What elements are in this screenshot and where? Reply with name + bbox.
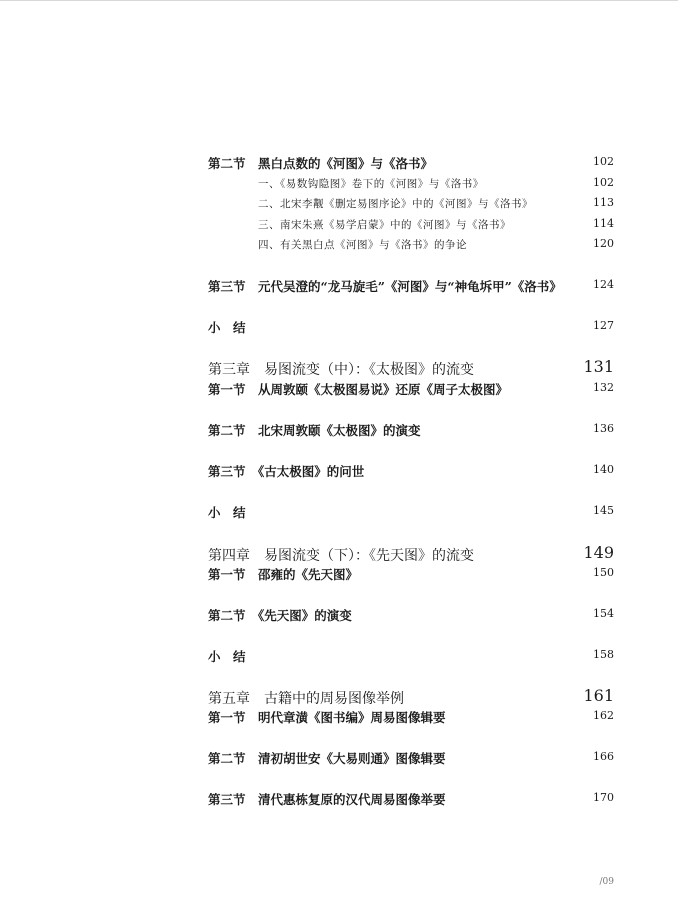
toc-entry-title: 第三节 《古太极图》的问世 [208, 464, 365, 479]
toc-entry-title: 第三节 元代吴澄的“龙马旋毛”《河图》与“神龟坼甲”《洛书》 [208, 279, 562, 294]
toc-entry-title: 三、南宋朱熹《易学启蒙》中的《河图》与《洛书》 [258, 219, 511, 231]
toc-chapter-title: 第三章 易图流变（中）：《太极图》的流变 [208, 362, 474, 378]
toc-chapter-title: 第五章 古籍中的周易图像举例 [208, 691, 404, 707]
toc-entry-page: 136 [593, 422, 614, 435]
toc-entry-page: 158 [593, 648, 614, 661]
toc-entry-title: 小 结 [208, 320, 246, 335]
toc-entry-title: 第二节 《先天图》的演变 [208, 608, 352, 623]
toc-entry-title: 第二节 清初胡世安《大易则通》图像辑要 [208, 751, 446, 766]
toc-entry-title: 第一节 邵雍的《先天图》 [208, 567, 359, 582]
toc-entry-title: 小 结 [208, 505, 246, 520]
toc-entry-page: 145 [593, 504, 614, 517]
toc-entry [208, 708, 614, 728]
toc-entry-title: 四、有关黑白点《河图》与《洛书》的争论 [258, 239, 467, 251]
toc-chapter-page: 161 [583, 686, 614, 705]
toc-entry-page: 150 [593, 566, 614, 579]
toc-entry [208, 277, 614, 297]
toc-entry [208, 318, 614, 338]
toc-entry [208, 565, 614, 585]
toc-chapter-page: 131 [583, 357, 614, 376]
toc-entry-title: 第三节 清代惠栋复原的汉代周易图像举要 [208, 792, 446, 807]
toc-entry-page: 154 [593, 607, 614, 620]
toc-entry [208, 647, 614, 667]
toc-entry-page: 132 [593, 381, 614, 394]
toc-entry [258, 176, 614, 196]
toc-entry-page: 124 [593, 278, 614, 291]
page-folio: /09 [599, 877, 614, 887]
toc-entry [208, 503, 614, 523]
toc-entry-page: 140 [593, 463, 614, 476]
toc-entry [208, 749, 614, 769]
toc-entry [208, 790, 614, 810]
toc-entry [258, 196, 614, 216]
toc-entry-title: 第二节 北宋周敦颐《太极图》的演变 [208, 423, 421, 438]
top-rule [0, 0, 678, 1]
toc-entry-page: 102 [593, 155, 614, 168]
toc-entry-title: 第二节 黑白点数的《河图》与《洛书》 [208, 156, 434, 171]
toc-entry [208, 606, 614, 626]
toc-entry-page: 114 [593, 217, 614, 230]
toc-chapter [208, 545, 614, 565]
toc-entry-page: 166 [593, 750, 614, 763]
toc-entry-title: 第一节 从周敦颐《太极图易说》还原《周子太极图》 [208, 382, 509, 397]
toc-entry [208, 462, 614, 482]
toc-entry-page: 113 [593, 196, 614, 209]
toc-entry [208, 380, 614, 400]
toc-entry-page: 102 [593, 176, 614, 189]
toc-entry [208, 154, 614, 174]
toc-entry [258, 217, 614, 237]
toc-entry-title: 二、北宋李觏《删定易图序论》中的《河图》与《洛书》 [258, 198, 533, 210]
toc-chapter-page: 149 [583, 543, 614, 562]
toc-entry-page: 127 [593, 319, 614, 332]
toc-entry [258, 237, 614, 257]
toc-entry-title: 第一节 明代章潢《图书编》周易图像辑要 [208, 710, 446, 725]
toc-entry-page: 120 [593, 237, 614, 250]
toc-chapter [208, 359, 614, 379]
toc-entry-page: 162 [593, 709, 614, 722]
toc-entry-page: 170 [593, 791, 614, 804]
toc-entry-title: 小 结 [208, 649, 246, 664]
toc-chapter [208, 688, 614, 708]
toc-chapter-title: 第四章 易图流变（下）：《先天图》的流变 [208, 548, 474, 564]
toc-entry-title: 一、《易数钩隐图》卷下的《河图》与《洛书》 [258, 178, 484, 190]
toc-entry [208, 421, 614, 441]
